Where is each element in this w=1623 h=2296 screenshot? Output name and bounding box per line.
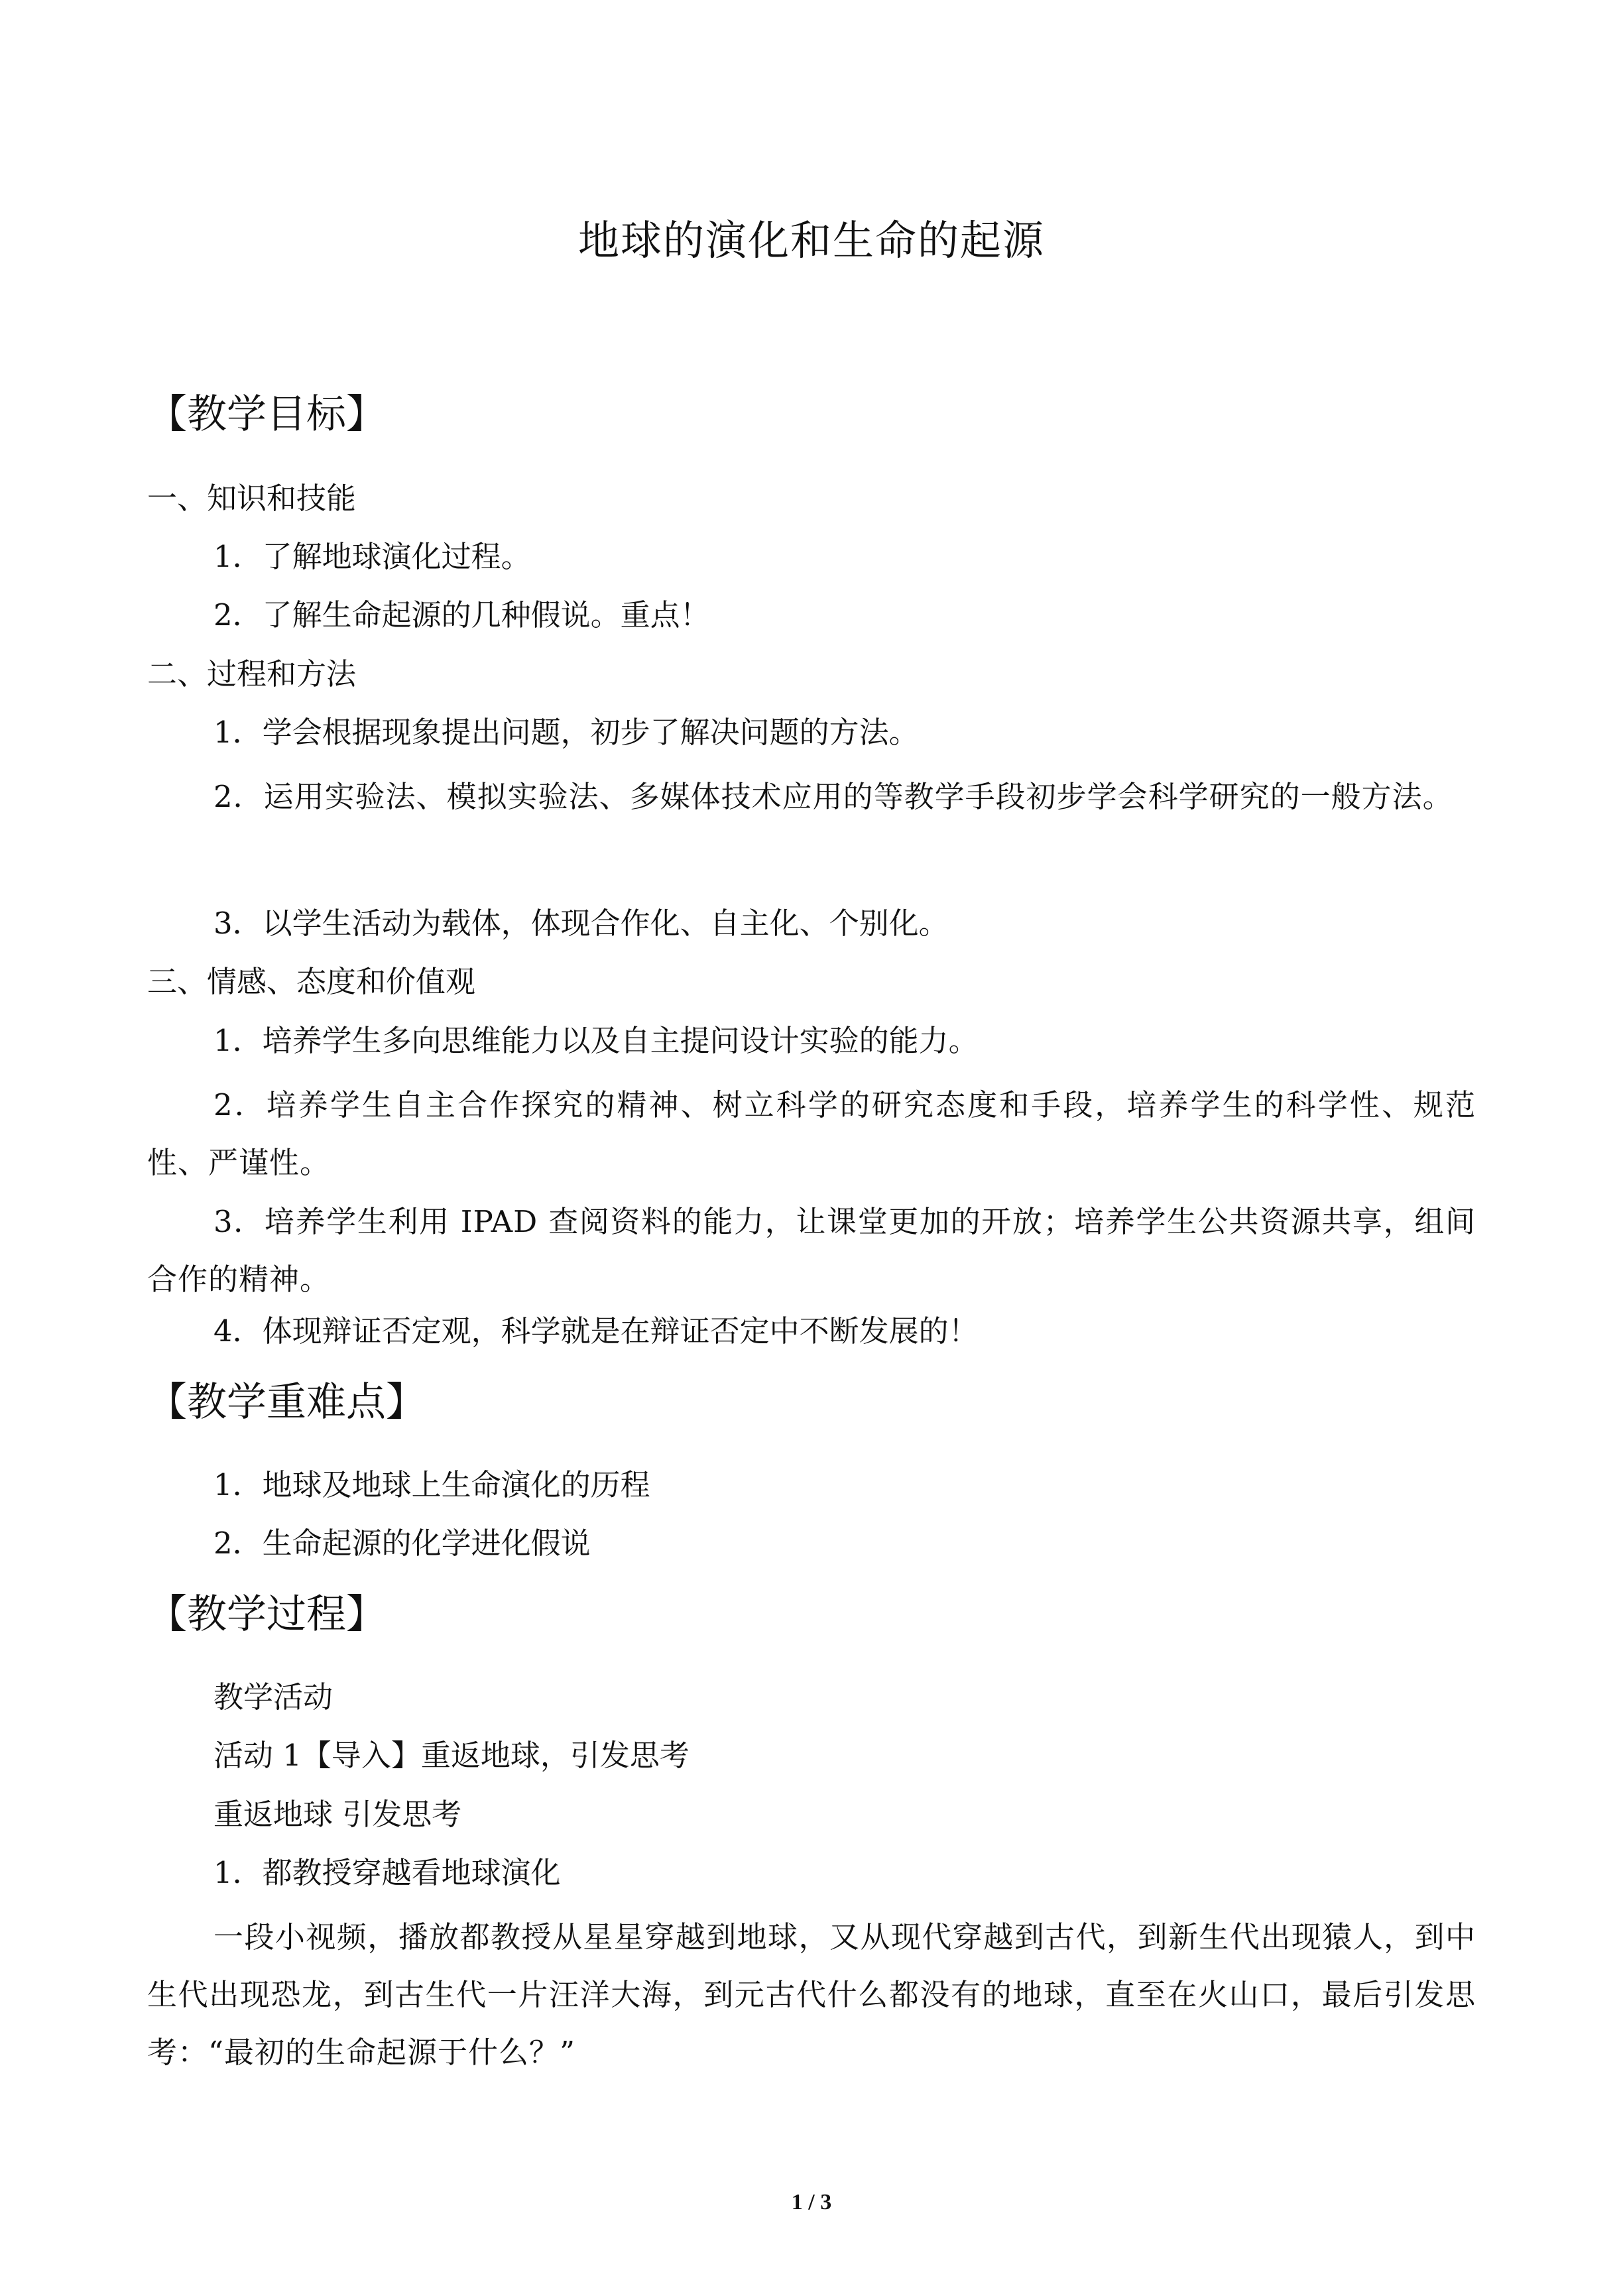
list-item: 2．生命起源的化学进化假说 bbox=[213, 1526, 591, 1561]
process-line: 1．都教授穿越看地球演化 bbox=[213, 1855, 561, 1890]
list-item: 3．以学生活动为载体，体现合作化、自主化、个别化。 bbox=[213, 906, 949, 941]
list-item: 4．体现辩证否定观，科学就是在辩证否定中不断发展的！ bbox=[213, 1313, 979, 1349]
subheading-knowledge-skills: 一、知识和技能 bbox=[147, 481, 357, 516]
process-paragraph: 一段小视频，播放都教授从星星穿越到地球，又从现代穿越到古代，到新生代出现猿人，到中生代出现恐龙，到古生代一片汪洋大海，到元古代什么都没有的地球，直至在火山口，最后引发思考：“最初的生命起源于什么？” bbox=[147, 1919, 1476, 2070]
process-line: 重返地球 引发思考 bbox=[213, 1797, 462, 1832]
process-line: 活动 1【导入】重返地球，引发思考 bbox=[213, 1738, 690, 1773]
section-heading-objectives: 【教学目标】 bbox=[147, 391, 386, 438]
list-item: 1．学会根据现象提出问题，初步了解决问题的方法。 bbox=[213, 715, 919, 750]
list-item: 2．了解生命起源的几种假说。重点！ bbox=[213, 597, 710, 633]
subheading-emotion-values: 三、情感、态度和价值观 bbox=[147, 964, 476, 999]
list-item: 1．地球及地球上生命演化的历程 bbox=[213, 1467, 650, 1502]
process-line: 教学活动 bbox=[213, 1679, 333, 1715]
page-number: 1 / 3 bbox=[791, 2190, 832, 2214]
subheading-process-methods: 二、过程和方法 bbox=[147, 656, 357, 692]
list-item: 1．培养学生多向思维能力以及自主提问设计实验的能力。 bbox=[213, 1023, 979, 1058]
list-item: 3．培养学生利用 IPAD 查阅资料的能力，让课堂更加的开放；培养学生公共资源共享，组间合作的精神。 bbox=[147, 1204, 1476, 1297]
list-item: 2．运用实验法、模拟实验法、多媒体技术应用的等教学手段初步学会科学研究的一般方法。 bbox=[213, 779, 1453, 814]
list-item: 1．了解地球演化过程。 bbox=[213, 539, 531, 574]
list-item: 2．培养学生自主合作探究的精神、树立科学的研究态度和手段，培养学生的科学性、规范性、严谨性。 bbox=[147, 1087, 1476, 1180]
section-heading-key-points: 【教学重难点】 bbox=[147, 1379, 426, 1425]
section-heading-process: 【教学过程】 bbox=[147, 1591, 386, 1638]
document-title: 地球的演化和生命的起源 bbox=[577, 216, 1045, 265]
